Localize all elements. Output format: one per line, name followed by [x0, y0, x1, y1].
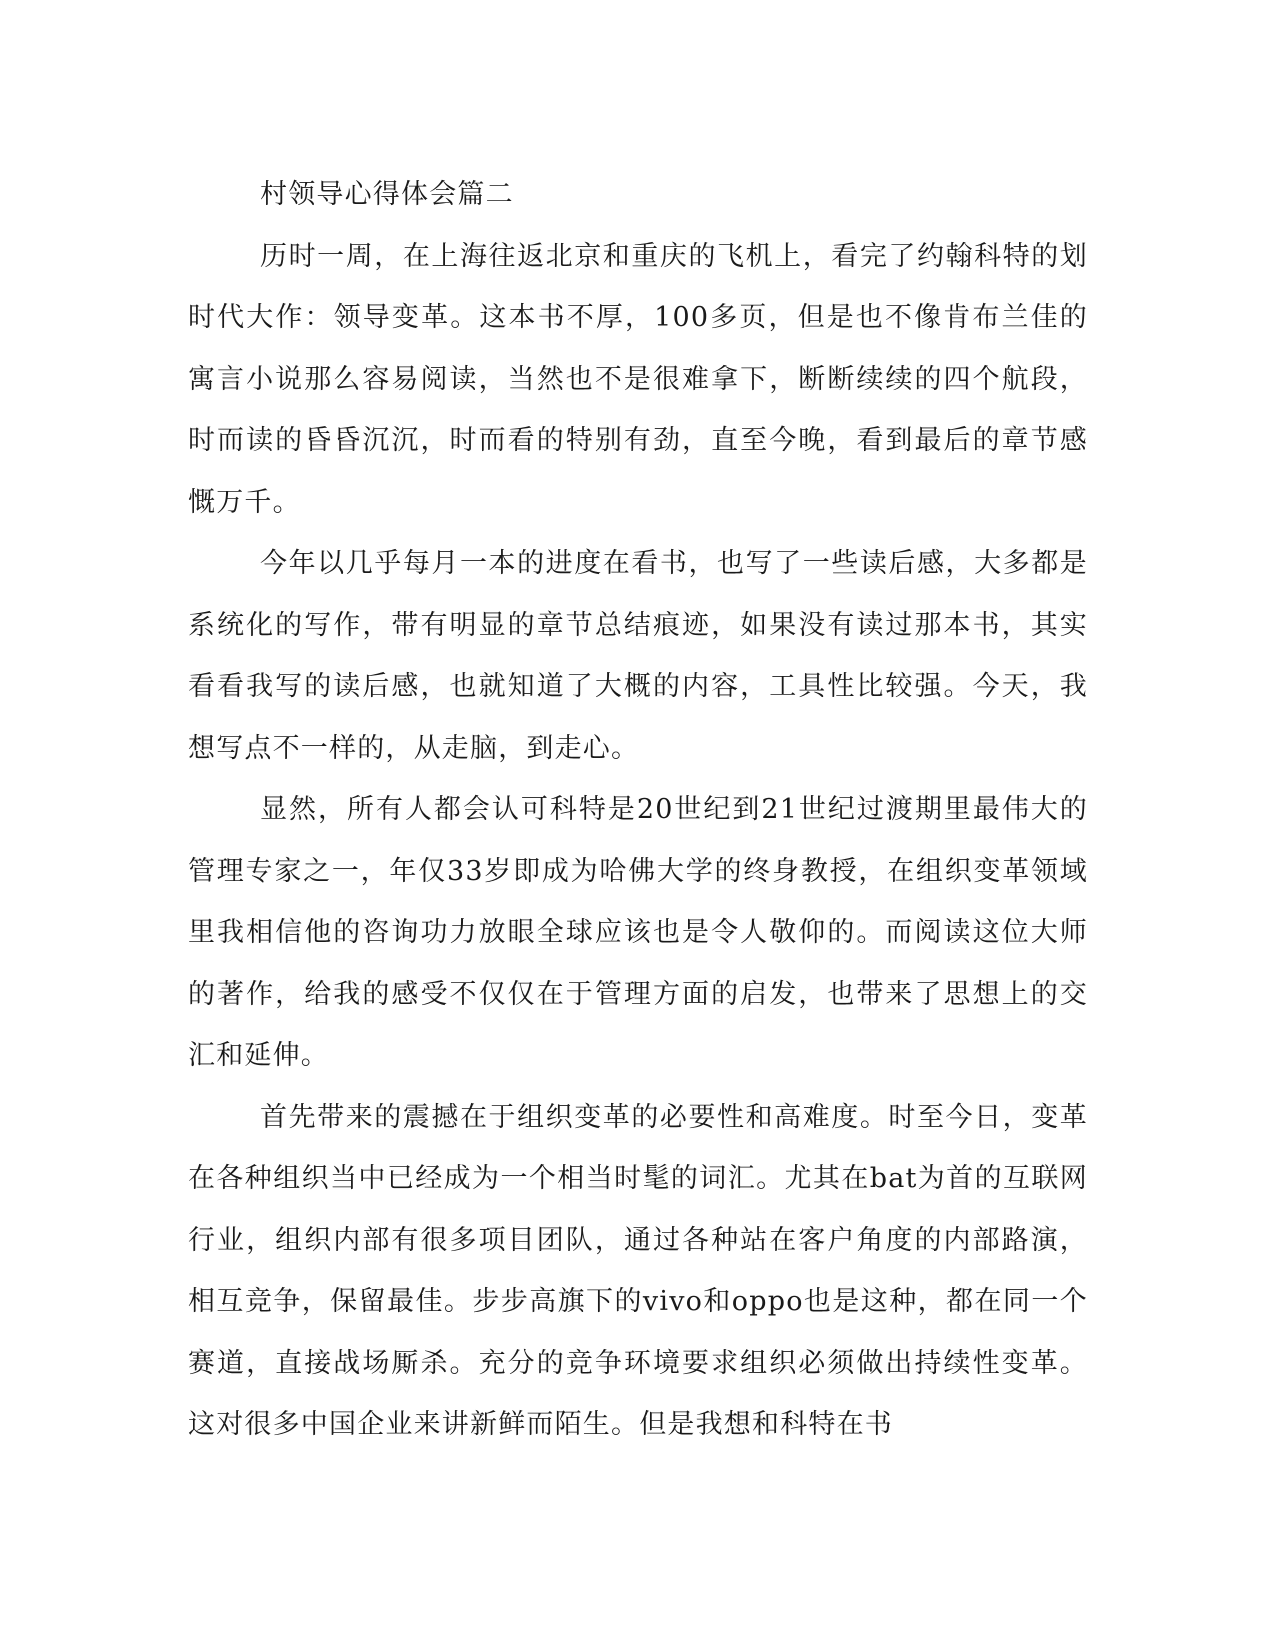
document-body: [188, 164, 1088, 1456]
document-title: 村领导心得体会篇二: [260, 179, 514, 210]
paragraph-2: 今年以几乎每月一本的进度在看书，也写了一些读后感，大多都是系统化的写作，带有明显的章节总结痕迹，如果没有读过那本书，其实看看我写的读后感，也就知道了大概的内容，工具性比较强。今天，我想写点不一样的，从走脑，到走心。: [188, 548, 1088, 764]
paragraph-4: 首先带来的震撼在于组织变革的必要性和高难度。时至今日，变革在各种组织当中已经成为一个相当时髦的词汇。尤其在bat为首的互联网行业，组织内部有很多项目团队，通过各种站在客户角度的内部路演，相互竞争，保留最佳。步步高旗下的vivo和oppo也是这种，都在同一个赛道，直接战场厮杀。充分的竞争环境要求组织必须做出持续性变革。这对很多中国企业来讲新鲜而陌生。但是我想和科特在书: [188, 1101, 1088, 1440]
paragraph-3: 显然，所有人都会认可科特是20世纪到21世纪过渡期里最伟大的管理专家之一，年仅33岁即成为哈佛大学的终身教授，在组织变革领域里我相信他的咨询功力放眼全球应该也是令人敬仰的。而阅读这位大师的著作，给我的感受不仅仅在于管理方面的启发，也带来了思想上的交汇和延伸。: [188, 794, 1088, 1071]
paragraph-1: 历时一周，在上海往返北京和重庆的飞机上，看完了约翰科特的划时代大作：领导变革。这本书不厚，100多页，但是也不像肯布兰佳的寓言小说那么容易阅读，当然也不是很难拿下，断断续续的四个航段，时而读的昏昏沉沉，时而看的特别有劲，直至今晚，看到最后的章节感慨万千。: [188, 240, 1088, 518]
